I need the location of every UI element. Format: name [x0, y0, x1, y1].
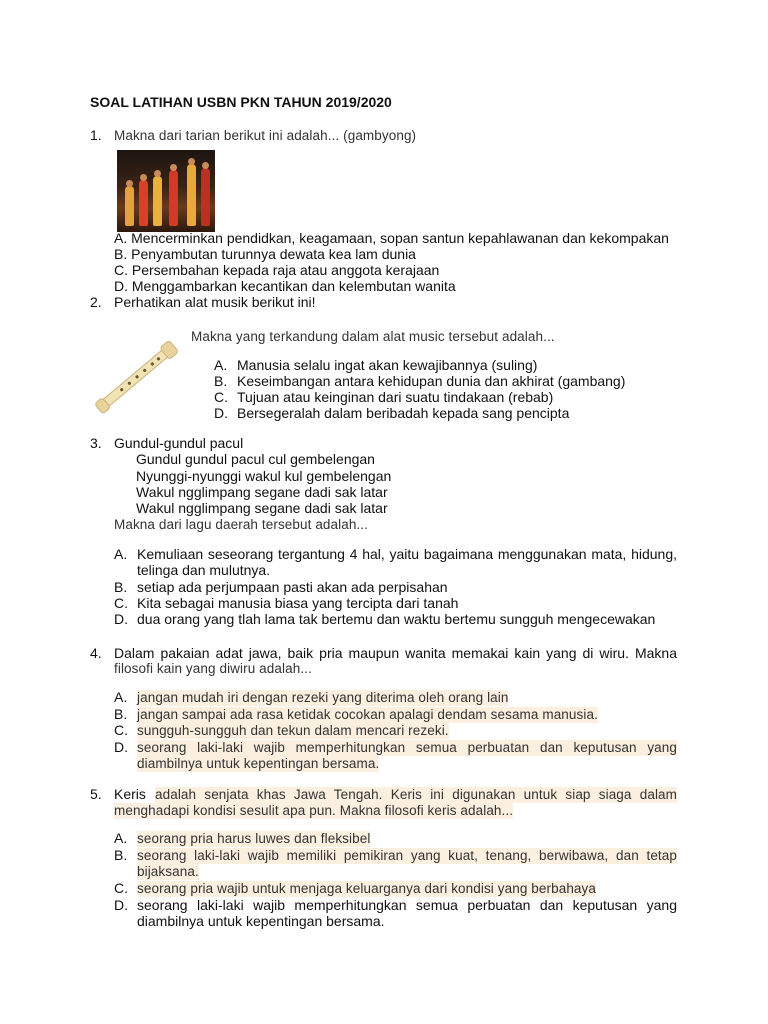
q4-option-c: sungguh-sungguh dan tekun dalam mencari rezeki.: [137, 723, 449, 738]
q5-letter-d: D.: [114, 897, 128, 913]
q4-option-b: jangan sampai ada rasa ketidak cocokan apalagi dendam sesama manusia.: [137, 707, 598, 722]
question-4-stem-cont: filosofi kain yang diwiru adalah...: [114, 661, 312, 676]
q4-option-d-cont: diambilnya untuk kepentingan bersama.: [137, 756, 380, 771]
q3-option-c: Kita sebagai manusia biasa yang tercipta dari tanah: [137, 595, 459, 611]
q5-option-d-cont: diambilnya untuk kepentingan bersama.: [137, 913, 385, 929]
question-4-stem: Dalam pakaian adat jawa, baik pria maupun wanita memakai kain yang di wiru. Makna: [114, 645, 677, 661]
lyric-line-4: Wakul ngglimpang segane dadi sak latar: [136, 500, 388, 516]
q5-option-b-cont: bijaksana.: [137, 864, 199, 879]
question-2-stem: Perhatikan alat musik berikut ini!: [114, 294, 316, 310]
q3-letter-b: B.: [114, 579, 128, 595]
q5-option-d: seorang laki-laki wajib memperhitungkan semua perbuatan dan keputusan yang: [137, 897, 677, 913]
question-2-subprompt: Makna yang terkandung dalam alat music tersebut adalah...: [191, 329, 555, 344]
q1-option-b: B. Penyambutan turunnya dewata kea lam dunia: [114, 246, 416, 262]
q5-option-b: seorang laki-laki wajib memiliki pemikiran yang kuat, tenang, berwibawa, dan tetap: [137, 848, 677, 863]
question-5-stem-keyword: Keris: [114, 786, 146, 802]
q2-letter-c: C.: [214, 389, 228, 405]
question-5-number: 5.: [90, 786, 102, 802]
dance-photo: [117, 150, 215, 232]
q2-letter-d: D.: [214, 405, 228, 421]
q2-option-b: Keseimbangan antara kehidupan dunia dan akhirat (gambang): [237, 373, 626, 389]
q4-letter-a: A.: [114, 689, 128, 705]
q4-letter-b: B.: [114, 706, 128, 722]
question-3-number: 3.: [90, 435, 102, 451]
page-title: SOAL LATIHAN USBN PKN TAHUN 2019/2020: [90, 94, 392, 110]
q3-option-a: Kemuliaan seseorang tergantung 4 hal, yaitu bagaimana menggunakan mata, hidung,: [137, 546, 677, 562]
question-5-stem-cont: menghadapi kondisi sesulit apa pun. Makna filosofi keris adalah...: [114, 803, 514, 818]
question-3-subprompt: Makna dari lagu daerah tersebut adalah...: [114, 517, 369, 532]
q1-option-c: C. Persembahan kepada raja atau anggota kerajaan: [114, 262, 440, 278]
q5-letter-a: A.: [114, 830, 128, 846]
question-1-stem: Makna dari tarian berikut ini adalah... (gambyong): [114, 128, 417, 143]
q3-letter-a: A.: [114, 546, 128, 562]
q5-option-c: seorang pria wajib untuk menjaga keluarganya dari kondisi yang berbahaya: [137, 881, 596, 896]
question-3-stem: Gundul-gundul pacul: [114, 435, 244, 451]
lyric-line-3: Wakul ngglimpang segane dadi sak latar: [136, 484, 388, 500]
q1-option-a: A. Mencerminkan pendidkan, keagamaan, sopan santun kepahlawanan dan kekompakan: [114, 230, 669, 246]
q3-letter-c: C.: [114, 595, 128, 611]
question-2-number: 2.: [90, 294, 102, 310]
question-4-number: 4.: [90, 645, 102, 661]
q2-letter-b: B.: [214, 373, 228, 389]
q2-option-a: Manusia selalu ingat akan kewajibannya (suling): [237, 357, 538, 373]
lyric-line-2: Nyunggi-nyunggi wakul kul gembelengan: [136, 468, 392, 484]
q5-option-a: seorang pria harus luwes dan fleksibel: [137, 831, 371, 846]
question-5-stem: adalah senjata khas Jawa Tengah. Keris ini digunakan untuk siap siaga dalam: [155, 787, 677, 802]
q5-letter-b: B.: [114, 847, 128, 863]
q3-option-a-cont: telinga dan mulutnya.: [137, 562, 271, 578]
q2-option-d: Bersegeralah dalam beribadah kepada sang pencipta: [237, 405, 570, 421]
q3-letter-d: D.: [114, 611, 128, 627]
q4-option-d: seorang laki-laki wajib memperhitungkan semua perbuatan dan keputusan yang: [137, 740, 677, 755]
q3-option-b: setiap ada perjumpaan pasti akan ada perpisahan: [137, 579, 448, 595]
recorder-flute-image: [88, 330, 188, 425]
q5-letter-c: C.: [114, 880, 128, 896]
q2-option-c: Tujuan atau keinginan dari suatu tindakaan (rebab): [237, 389, 554, 405]
question-1-number: 1.: [90, 127, 102, 143]
lyric-line-1: Gundul gundul pacul cul gembelengan: [136, 451, 375, 467]
q3-option-d: dua orang yang tlah lama tak bertemu dan waktu bertemu sungguh mengecewakan: [137, 611, 656, 627]
q2-letter-a: A.: [214, 357, 228, 373]
q4-letter-d: D.: [114, 739, 128, 755]
q1-option-d: D. Menggambarkan kecantikan dan kelembutan wanita: [114, 278, 456, 294]
q4-letter-c: C.: [114, 722, 128, 738]
q4-option-a: jangan mudah iri dengan rezeki yang diterima oleh orang lain: [137, 690, 509, 705]
